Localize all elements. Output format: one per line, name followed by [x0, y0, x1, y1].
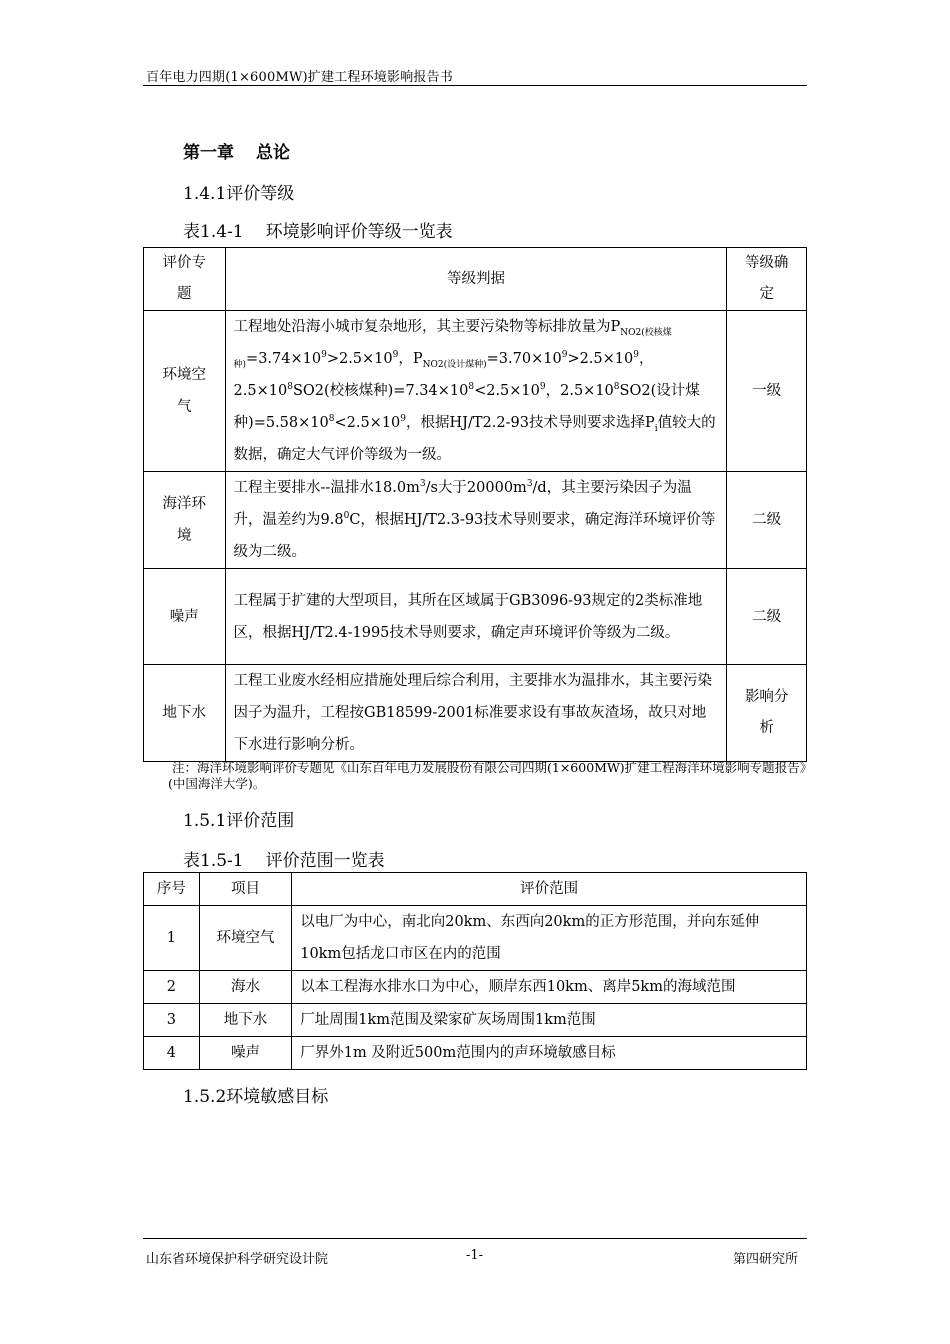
header-cell-scope: 评价范围 [292, 873, 807, 906]
evaluation-grade-table [143, 247, 807, 762]
item-cell: 海水 [199, 971, 292, 1004]
item-cell: 环境空气 [199, 906, 292, 971]
no-cell: 2 [144, 971, 200, 1004]
evaluation-scope-table [143, 872, 807, 1070]
report-header-title: 百年电力四期(1×600MW)扩建工程环境影响报告书 [146, 70, 453, 85]
scope-cell: 厂址周围1km范围及梁家矿灰场周围1km范围 [292, 1004, 807, 1037]
table-row [144, 906, 807, 971]
table-row [144, 1004, 807, 1037]
table-row [144, 971, 807, 1004]
scope-cell: 以电厂为中心，南北向20km、东西向20km的正方形范围，并向东延伸10km包括龙口市区在内的范围 [292, 906, 807, 971]
scope-cell: 以本工程海水排水口为中心，顺岸东西10km、离岸5km的海域范围 [292, 971, 807, 1004]
topic-cell: 地下水 [144, 665, 226, 762]
table-row [144, 569, 807, 665]
item-cell: 噪声 [199, 1037, 292, 1070]
chapter-title: 总论 [256, 143, 290, 163]
footer-department: 第四研究所 [733, 1252, 799, 1267]
section-heading-1-5-2: 1.5.2环境敏感目标 [183, 1087, 329, 1107]
section-heading-1-4-1: 1.4.1评价等级 [183, 184, 295, 204]
header-cell-no: 序号 [144, 873, 200, 906]
no-cell: 1 [144, 906, 200, 971]
topic-cell: 海洋环 境 [144, 472, 226, 569]
section-heading-1-5-1: 1.5.1评价范围 [183, 811, 295, 831]
chapter-number: 第一章 [183, 143, 234, 163]
table-row [144, 665, 807, 762]
table-row [144, 472, 807, 569]
table-header-row [144, 248, 807, 311]
header-cell-topic: 评价专 题 [144, 248, 226, 311]
table1-caption-title: 环境影响评价等级一览表 [265, 222, 453, 242]
basis-cell: 工程属于扩建的大型项目，其所在区域属于GB3096-93规定的2类标准地区，根据HJ/T2.4-1995技术导则要求，确定声环境评价等级为二级。 [225, 569, 727, 665]
header-rule [143, 85, 807, 86]
footer-page-number: -1- [466, 1248, 484, 1263]
no-cell: 4 [144, 1037, 200, 1070]
basis-cell: 工程地处沿海小城市复杂地形，其主要污染物等标排放量为$P_{NO2(校核煤种)}=3.74\times 10^9>2.5\times 10^9$，$P_{NO2(设计煤种)}=3.70\times 10^9>2.5\times 10^9$，$2.5\times 10^8SO2$(校核煤种)$=7.34\times 10^8<2.5\times 10^9$，$2.5\times 10^8SO2$(设计煤种)$=5.58\times 10^8<2.5\times 10^9$，根据HJ/T2.2-93技术导则要求选择$P_i$值较大的数据，确定大气评价等级为一级。 [225, 311, 727, 472]
header-cell-basis: 等级判据 [225, 248, 727, 311]
no-cell: 3 [144, 1004, 200, 1037]
table1-note: 注：海洋环境影响评价专题见《山东百年电力发展股份有限公司四期(1×600MW)扩建工程海洋环境影响专题报告》(中国海洋大学)。 [168, 760, 806, 791]
header-cell-grade: 等级确 定 [727, 248, 807, 311]
topic-cell: 噪声 [144, 569, 226, 665]
table1-caption-number: 表1.4-1 [183, 222, 244, 242]
table-row [144, 311, 807, 472]
header-cell-item: 项目 [199, 873, 292, 906]
scope-cell: 厂界外1m 及附近500m范围内的声环境敏感目标 [292, 1037, 807, 1070]
table2-caption [183, 846, 385, 871]
grade-cell: 影响分 析 [727, 665, 807, 762]
table1-caption [183, 217, 453, 242]
grade-cell: 一级 [727, 311, 807, 472]
table2-caption-number: 表1.5-1 [183, 851, 244, 871]
footer-institute: 山东省环境保护科学研究设计院 [146, 1252, 329, 1267]
item-cell: 地下水 [199, 1004, 292, 1037]
topic-cell: 环境空 气 [144, 311, 226, 472]
grade-cell: 二级 [727, 472, 807, 569]
chapter-heading [183, 138, 290, 163]
table2-caption-title: 评价范围一览表 [265, 851, 385, 871]
basis-cell: 工程主要排水--温排水$18.0m^3/s$大于$20000m^3/d$，其主要污染因子为温升，温差约为$9.8^0C$，根据HJ/T2.3-93技术导则要求，确定海洋环境评价等级为二级。 [225, 472, 727, 569]
basis-cell: 工程工业废水经相应措施处理后综合利用，主要排水为温排水，其主要污染因子为温升，工程按GB18599-2001标准要求设有事故灰渣场，故只对地下水进行影响分析。 [225, 665, 727, 762]
table-row [144, 1037, 807, 1070]
grade-cell: 二级 [727, 569, 807, 665]
footer-rule [143, 1238, 807, 1239]
table-header-row [144, 873, 807, 906]
